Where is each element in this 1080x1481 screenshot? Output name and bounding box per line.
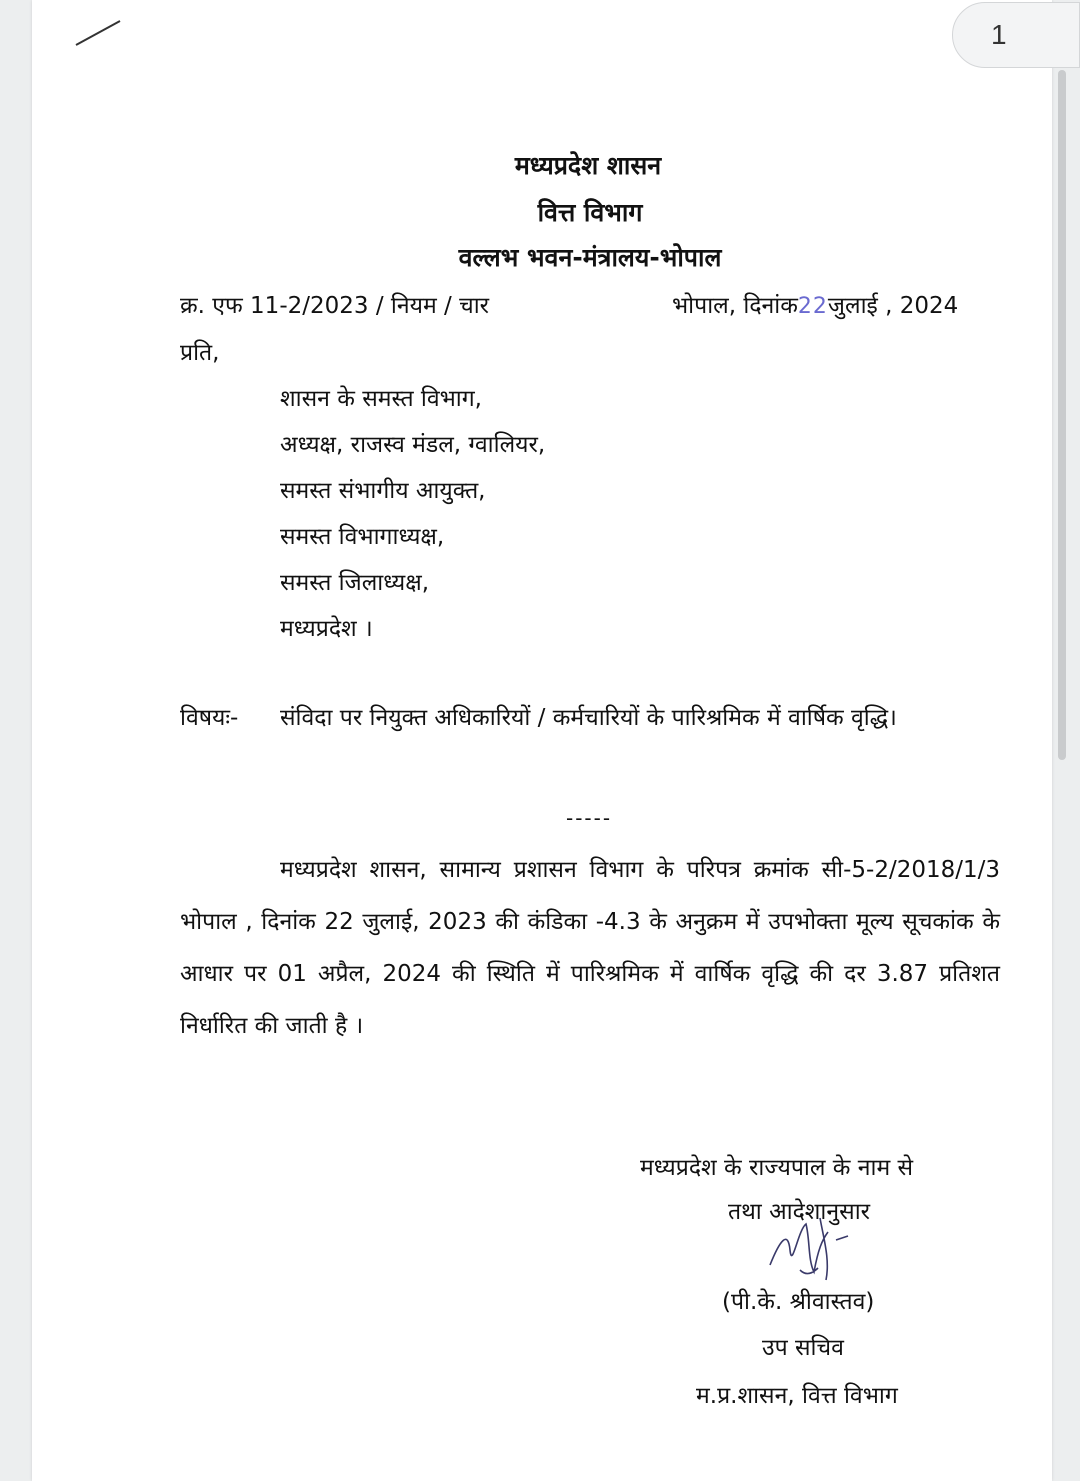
recipient-item: समस्त जिलाध्यक्ष, — [280, 570, 430, 596]
page-number-badge[interactable] — [952, 2, 1080, 68]
header-government: मध्यप्रदेश शासन — [514, 151, 662, 180]
signatory-name: (पी.के. श्रीवास्तव) — [722, 1289, 875, 1315]
recipient-item: समस्त संभागीय आयुक्त, — [280, 478, 486, 504]
recipient-item: शासन के समस्त विभाग, — [280, 386, 482, 412]
handwritten-signature — [760, 1210, 870, 1290]
signature-authority-line: मध्यप्रदेश के राज्यपाल के नाम से — [640, 1155, 914, 1181]
signatory-designation: उप सचिव — [762, 1335, 844, 1361]
subject-text: संविदा पर नियुक्त अधिकारियों / कर्मचारियों के पारिश्रमिक में वार्षिक वृद्धि। — [280, 705, 897, 731]
signature-order-line: तथा आदेशानुसार — [728, 1199, 871, 1225]
reference-number: क्र. एफ 11-2/2023 / नियम / चार — [180, 293, 490, 319]
to-label: प्रति, — [180, 340, 220, 366]
issue-date — [672, 288, 958, 320]
pen-stroke-mark — [74, 18, 124, 48]
recipient-item: मध्यप्रदेश । — [280, 616, 373, 642]
body-paragraph: मध्यप्रदेश शासन, सामान्य प्रशासन विभाग के परिपत्र क्रमांक सी-5-2/2018/1/3 भोपाल , दिनांक 22 जुलाई, 2023 की कंडिका -4.3 के अनुक्रम में उपभोक्ता मूल्य सूचकांक के आधार पर 01 अप्रैल, 2024 की स्थिति में पारिश्रमिक में वार्षिक वृद्धि की दर 3.87 प्रतिशत निर्धारित की जाती है । — [180, 857, 1000, 1039]
date-suffix: जुलाई , 2024 — [827, 293, 959, 319]
date-day-handwritten: 22 — [797, 294, 828, 319]
recipient-item: समस्त विभागाध्यक्ष, — [280, 524, 445, 550]
header-department: वित्त विभाग — [537, 198, 643, 227]
recipient-list — [280, 380, 545, 656]
subject-label: विषयः- — [180, 705, 239, 731]
date-prefix: भोपाल, दिनांक — [672, 293, 798, 319]
header-address: वल्लभ भवन-मंत्रालय-भोपाल — [458, 243, 722, 272]
recipient-item: अध्यक्ष, राजस्व मंडल, ग्वालियर, — [280, 432, 546, 458]
page-number: 1 — [991, 19, 1007, 50]
separator: ----- — [566, 806, 613, 830]
signatory-office: म.प्र.शासन, वित्त विभाग — [696, 1383, 898, 1409]
